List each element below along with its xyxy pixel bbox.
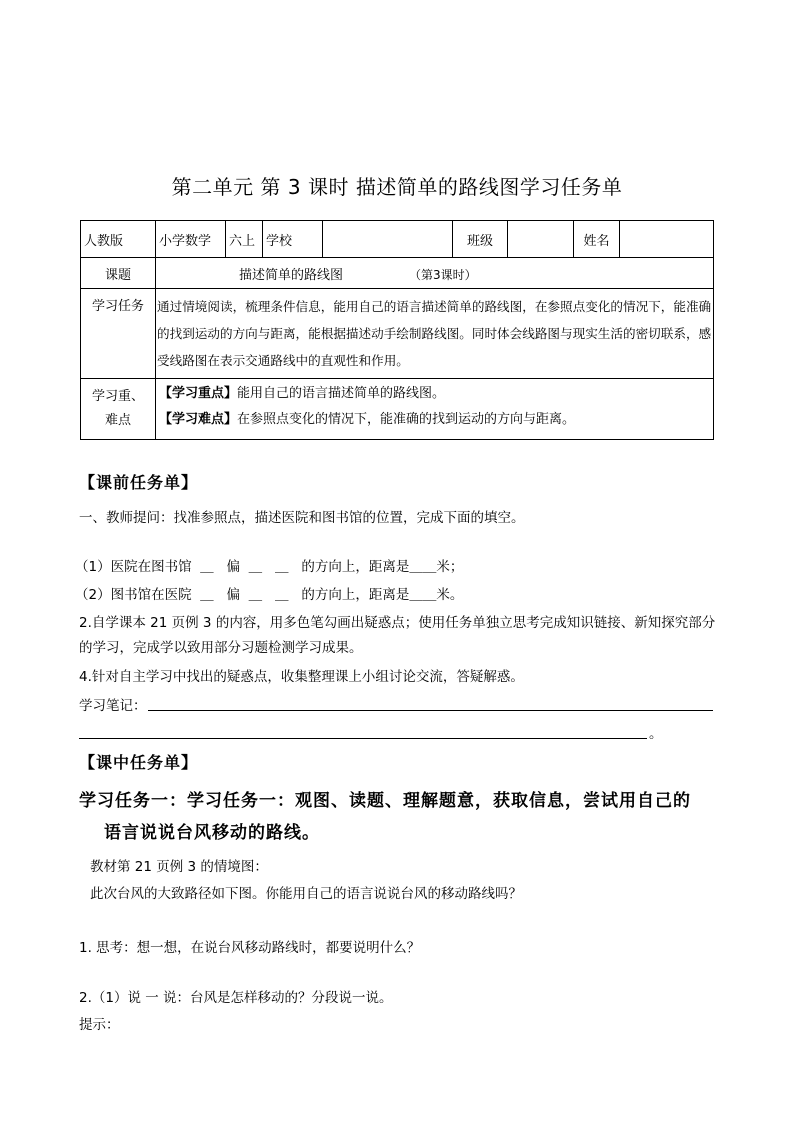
task-1-line-1: 学习任务一：学习任务一：观图、读题、理解题意，获取信息，尝试用自己的: [79, 791, 691, 811]
pre-class-heading: 【课前任务单】: [79, 473, 199, 492]
publisher-cell: 人教版: [81, 221, 156, 258]
name-label: 姓名: [574, 221, 620, 258]
hint-label: 提示：: [79, 1017, 120, 1033]
textbook-ref: 教材第 21 页例 3 的情境图：: [90, 859, 268, 875]
pre-item-2-line-1: 2.自学课本 21 页例 3 的内容，用多色笔勾画出疑惑点；使用任务单独立思考完成知识链接、新知探究部分: [79, 615, 716, 631]
task-text: 通过情境阅读，梳理条件信息，能用自己的语言描述简单的路线图，在参照点变化的情况下，能准确的找到运动的方向与距离，能根据描述动手绘制路线图。同时体会线路图与现实生活的密切联系，感受线路图在表示交通路线中的直观性和作用。: [156, 289, 714, 379]
difficulty-label: 【学习难点】: [159, 412, 238, 427]
task-label: 学习任务: [81, 289, 156, 379]
key-points-label-2: 难点: [104, 413, 131, 428]
typhoon-question: 此次台风的大致路径如下图。你能用自己的语言说说台风的移动路线吗？: [90, 886, 522, 902]
topic-row: [81, 258, 714, 289]
topic-text: 描述简单的路线图: [239, 267, 344, 283]
speak-question: 2.（1）说 一 说：台风是怎样移动的？分段说一说。: [79, 990, 393, 1006]
task-1-line-2: 语言说说台风移动的路线。: [104, 823, 320, 843]
key-label: 【学习重点】: [159, 386, 238, 401]
key-points-text: [156, 379, 714, 440]
pre-item-4: 4.针对自主学习中找出的疑惑点，收集整理课上小组讨论交流，答疑解惑。: [79, 669, 524, 685]
school-value[interactable]: [323, 221, 453, 258]
notes-line-2[interactable]: [79, 738, 647, 739]
think-question: 1. 思考：想一想，在说台风移动路线时，都要说明什么？: [79, 940, 421, 956]
info-row: [81, 221, 714, 258]
notes-end: 。: [649, 726, 663, 742]
key-points-row: [81, 379, 714, 440]
fill-blank-1: （1）医院在图书馆 ＿ 偏 ＿ ＿ 的方向上，距离是＿＿米；: [75, 559, 464, 575]
key-points-label: [81, 379, 156, 440]
subject-cell: 小学数学: [156, 221, 226, 258]
school-label: 学校: [263, 221, 323, 258]
notes-line-1[interactable]: [148, 710, 713, 711]
topic-value: [156, 258, 714, 289]
notes-label: 学习笔记：: [79, 698, 147, 714]
pre-item-2-line-2: 的学习，完成学以致用部分习题检测学习成果。: [79, 640, 363, 656]
fill-blank-2: （2）图书馆在医院 ＿ 偏 ＿ ＿ 的方向上，距离是＿＿米。: [75, 587, 464, 603]
key-text: 能用自己的语言描述简单的路线图。: [237, 386, 446, 401]
info-table: [80, 220, 714, 440]
in-class-heading: 【课中任务单】: [79, 753, 199, 772]
class-value[interactable]: [508, 221, 574, 258]
pre-question-1: 一、教师提问：找准参照点，描述医院和图书馆的位置，完成下面的填空。: [79, 510, 525, 526]
page-title: 第二单元 第 3 课时 描述简单的路线图学习任务单: [171, 175, 623, 199]
class-label: 班级: [453, 221, 508, 258]
name-value[interactable]: [620, 221, 714, 258]
difficulty-text: 在参照点变化的情况下，能准确的找到运动的方向与距离。: [237, 412, 576, 427]
key-points-label-1: 学习重、: [91, 389, 144, 404]
grade-cell: 六上: [226, 221, 263, 258]
task-row: [81, 289, 714, 379]
lesson-text: （第3课时）: [409, 267, 477, 282]
topic-label: 课题: [81, 258, 156, 289]
